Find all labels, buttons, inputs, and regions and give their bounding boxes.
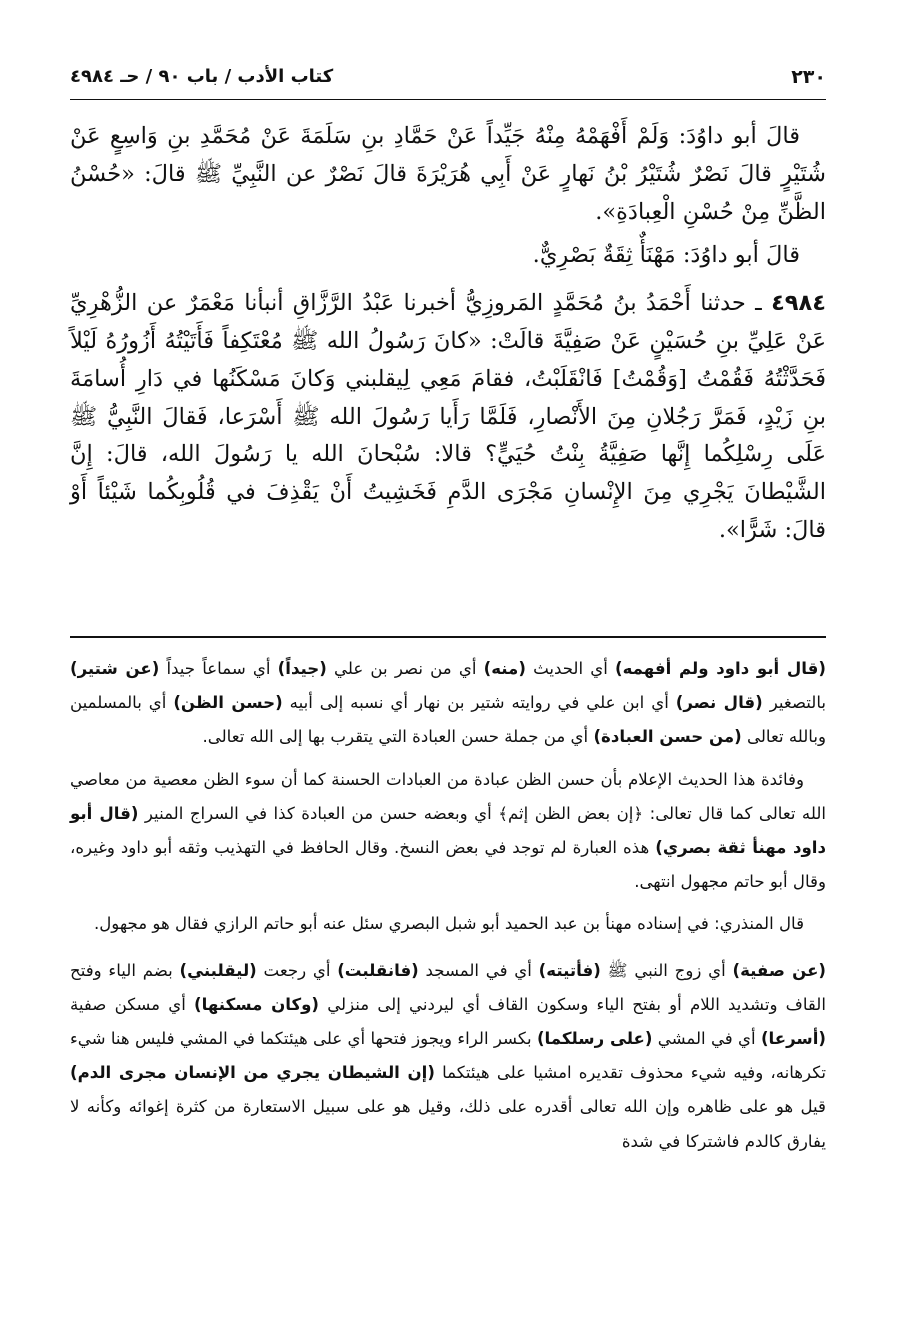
commentary-text: وفائدة هذا الحديث الإعلام بأن حسن الظن عبادة من العبادات الحسنة كما أن سوء الظن معصية من معاصي الله تعالى كما قال تعالى: ﴿إن بعض الظن إثم﴾ أي وبعضه حسن من العبادة كذا في السراج المنير: [70, 769, 826, 823]
commentary-text: أي الحديث: [525, 659, 616, 678]
commentary-paragraph-1: [70, 652, 826, 755]
commentary-quoted-term: (قال نصر): [675, 693, 763, 713]
commentary-paragraph-3: [70, 907, 826, 941]
hadith-paragraph: [70, 285, 826, 550]
footnote-divider: [70, 636, 826, 638]
commentary-quoted-term: (فأتيته): [538, 960, 601, 980]
commentary-text: قال المنذري: في إسناده مهنأ بن عبد الحميد أبو شبل البصري سئل عنه أبو حاتم الرازي فقال هو مجهول.: [93, 914, 804, 934]
commentary-block: [70, 652, 826, 1167]
hadith-number: ٤٩٨٤: [771, 290, 826, 317]
commentary-text: بكسر الراء ويجوز فتحها أي على هيئتكما في المشي فليس هنا شيء تكرهانه، وفيه شيء محذوف تقديره امشيا على هيئتكما: [70, 1029, 826, 1083]
commentary-quoted-term: (حسن الظن): [173, 693, 283, 713]
commentary-text: أي في المشي: [652, 1029, 761, 1049]
narration-paragraph-2: قالَ أبو داوُدَ: مَهْنَأٌ ثِقَةٌ بَصْرِيٌّ.: [532, 242, 800, 269]
commentary-quoted-term: (على رسلكما): [536, 1029, 653, 1049]
commentary-quoted-term: (ليقلبني): [179, 960, 257, 980]
hadith-text-block: [70, 118, 826, 556]
commentary-quoted-term: (قال أبو داود ولم أفهمه): [615, 659, 826, 678]
commentary-quoted-term: (قال أبو داود مهنأ ثقة بصري): [70, 803, 826, 858]
commentary-text: بالتصغير: [762, 693, 826, 713]
commentary-quoted-term: (من حسن العبادة): [593, 727, 742, 747]
page-header: [70, 56, 826, 100]
narration-paragraph-1: قالَ أبو داوُدَ: وَلَمْ أَفْهَمْهُ مِنْهُ جَيِّداً عَنْ حَمَّادِ بنِ سَلَمَةَ عَنْ مُحَمَّدِ بنِ وَاسِعٍ عَنْ شُتَيْرٍ قالَ نَصْرٌ شُتَيْرُ بْنُ نَهارٍ عَنْ أَبِي هُرَيْرَةَ قالَ نَصْرٌ عن النَّبِيِّ ﷺ قالَ: «حُسْنُ الظَّنِّ مِنْ حُسْنِ الْعِبادَةِ».: [70, 123, 826, 225]
commentary-paragraph-4: [70, 954, 826, 1159]
commentary-text: قيل هو على ظاهره وإن الله تعالى أقدره على ذلك، وقيل هو على سبيل الاستعارة من كثرة إغوائه وكأنه لا يفارق كالدم فاشتركا في شدة: [70, 1097, 826, 1151]
commentary-quoted-term: (منه): [483, 659, 526, 678]
commentary-text: أي من نصر بن علي: [326, 659, 484, 678]
commentary-quoted-term: (وكان مسكنها): [194, 994, 320, 1014]
commentary-quoted-term: (عن شتير): [70, 659, 160, 678]
commentary-text: أي في المسجد: [418, 960, 539, 980]
commentary-paragraph-2: [70, 763, 826, 900]
commentary-text: أي ابن علي في روايته شتير بن نهار أي نسبه إلى أبيه: [282, 693, 676, 713]
commentary-quoted-term: (إن الشيطان يجري من الإنسان مجرى الدم): [70, 1063, 435, 1083]
commentary-text: أي رجعت: [256, 960, 338, 980]
commentary-text: بضم الياء وفتح القاف وتشديد اللام أو بفتح الياء وسكون القاف أي ليردني إلى منزلي: [70, 960, 826, 1014]
commentary-text: أي سماعاً جيداً: [159, 659, 278, 678]
commentary-text: هذه العبارة لم توجد في بعض النسخ. وقال الحافظ في التهذيب وثقه أبو داود وغيره، وقال أبو حاتم مجهول انتهى.: [70, 838, 826, 892]
commentary-text: أي من جملة حسن العبادة التي يتقرب بها إلى الله تعالى.: [202, 727, 594, 747]
commentary-quoted-term: (جيداً): [277, 659, 327, 678]
commentary-quoted-term: (عن صفية): [732, 960, 826, 980]
commentary-text: أي بالمسلمين وبالله تعالى: [70, 693, 826, 747]
commentary-text: أي مسكن صفية: [70, 994, 195, 1014]
commentary-text: أي زوج النبي ﷺ: [600, 960, 733, 980]
running-title: كتاب الأدب / باب ٩٠ / حـ ٤٩٨٤: [70, 66, 334, 87]
commentary-quoted-term: (أسرعا): [760, 1029, 827, 1049]
commentary-quoted-term: (فانقلبت): [337, 960, 419, 980]
page-number: ٢٣٠: [791, 66, 826, 88]
hadith-body: ـ حدثنا أَحْمَدُ بنُ مُحَمَّدٍ المَروزِيُّ أخبرنا عَبْدُ الرَّزَّاقِ أنبأنا مَعْمَرٌ عن الزُّهْرِيِّ عَنْ عَلِيِّ بنِ حُسَيْنٍ عَنْ صَفِيَّةَ قالَتْ: «كانَ رَسُولُ الله ﷺ مُعْتَكِفاً فَأَتَيْتُهُ أَزُورُهُ لَيْلاً فَحَدَّثْتُهُ فَقُمْتُ [وَقُمْتُ] فَانْقَلَبْتُ، فقامَ مَعِي لِيقلبني وَكانَ مَسْكَنُها في دَارِ أُسامَةَ بنِ زَيْدٍ، فَمَرَّ رَجُلانِ مِنَ الأَنْصارِ، فَلَمَّا رَأَيا رَسُولَ الله ﷺ أَسْرَعا، فَقالَ النَّبِيُّ ﷺ عَلَى رِسْلِكُما إِنَّها صَفِيَّةُ بِنْتُ حُيَيٍّ؟ قالا: سُبْحانَ الله يا رَسُولَ الله، قالَ: إِنَّ الشَّيْطانَ يَجْرِي مِنَ الإِنْسانِ مَجْرَى الدَّمِ فَخَشِيتُ أَنْ يَقْذِفَ في قُلُوبِكُما شَيْئاً أَوْ قالَ: شَرًّا».: [70, 290, 826, 543]
